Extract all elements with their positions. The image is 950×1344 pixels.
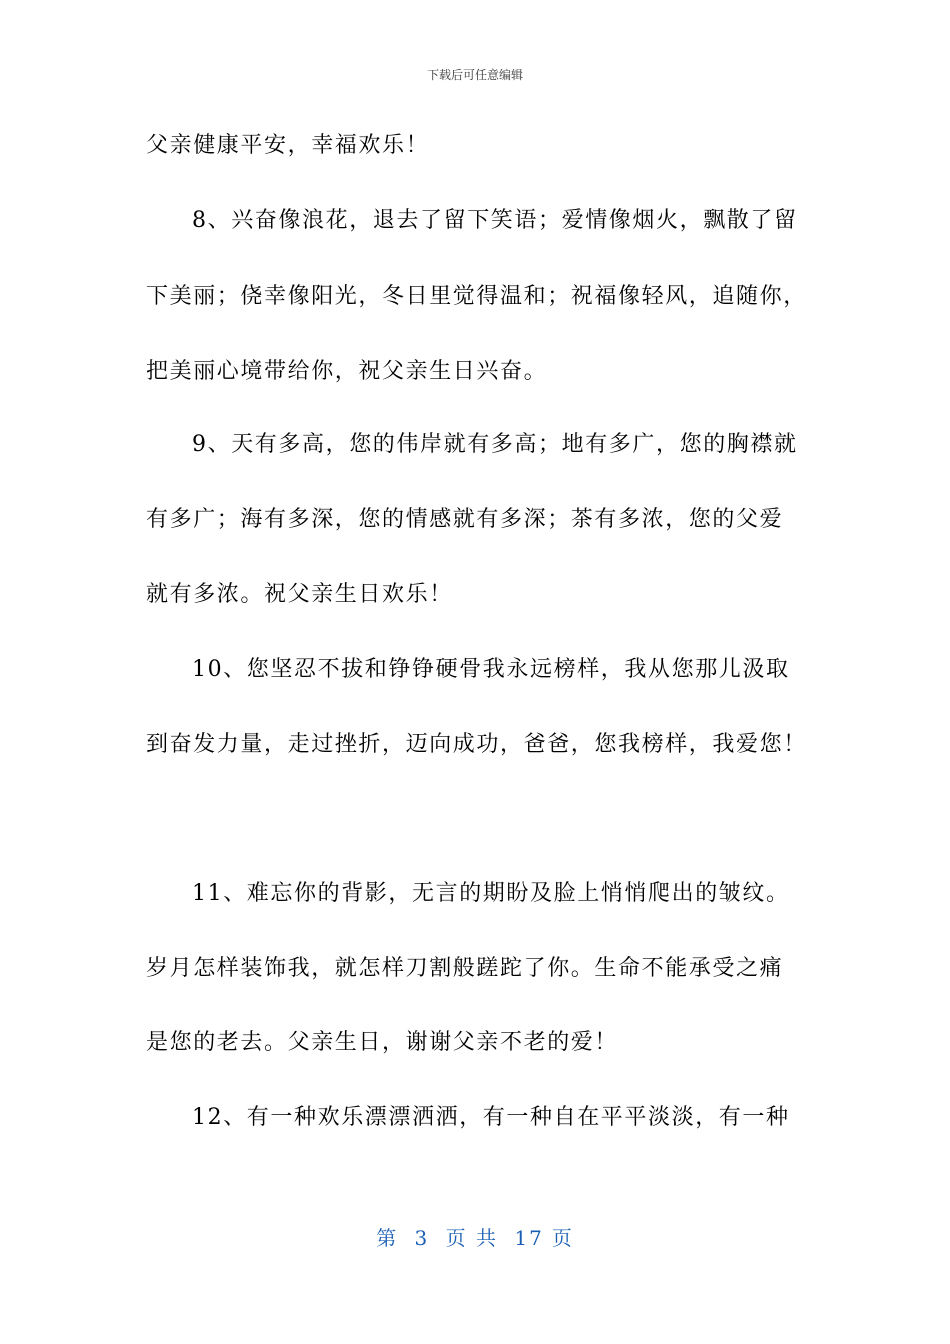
text-line: 岁月怎样装饰我，就怎样刀割般蹉跎了你。生命不能承受之痛 bbox=[146, 956, 784, 981]
text-line: 把美丽心境带给你，祝父亲生日兴奋。 bbox=[146, 359, 548, 384]
text-line: 11、难忘你的背影，无言的期盼及脸上悄悄爬出的皱纹。 bbox=[192, 881, 790, 906]
text-line: 父亲健康平安，幸福欢乐！ bbox=[146, 133, 430, 158]
page-suffix: 页 bbox=[551, 1226, 574, 1250]
text-line: 有多广；海有多深，您的情感就有多深；茶有多浓，您的父爱 bbox=[146, 507, 784, 532]
current-page-number: 3 bbox=[414, 1226, 430, 1250]
text-line: 9、天有多高，您的伟岸就有多高；地有多广，您的胸襟就 bbox=[192, 432, 798, 457]
page-prefix: 第 bbox=[376, 1226, 399, 1250]
text-line: 就有多浓。祝父亲生日欢乐！ bbox=[146, 582, 453, 607]
text-line: 10、您坚忍不拔和铮铮硬骨我永远榜样，我从您那儿汲取 bbox=[192, 657, 790, 682]
text-line: 是您的老去。父亲生日，谢谢父亲不老的爱！ bbox=[146, 1030, 619, 1055]
text-line: 下美丽；侥幸像阳光，冬日里觉得温和；祝福像轻风，追随你， bbox=[146, 284, 807, 309]
text-line: 到奋发力量，走过挫折，迈向成功，爸爸，您我榜样，我爱您！ bbox=[146, 732, 807, 757]
header-note: 下载后可任意编辑 bbox=[426, 68, 523, 82]
page-middle-text: 页 共 bbox=[445, 1226, 498, 1250]
text-line: 8、兴奋像浪花，退去了留下笑语；爱情像烟火，飘散了留 bbox=[192, 208, 798, 233]
total-pages-number: 17 bbox=[514, 1226, 544, 1250]
page-indicator bbox=[0, 1224, 950, 1252]
text-line: 12、有一种欢乐漂漂洒洒，有一种自在平平淡淡，有一种 bbox=[192, 1105, 790, 1130]
